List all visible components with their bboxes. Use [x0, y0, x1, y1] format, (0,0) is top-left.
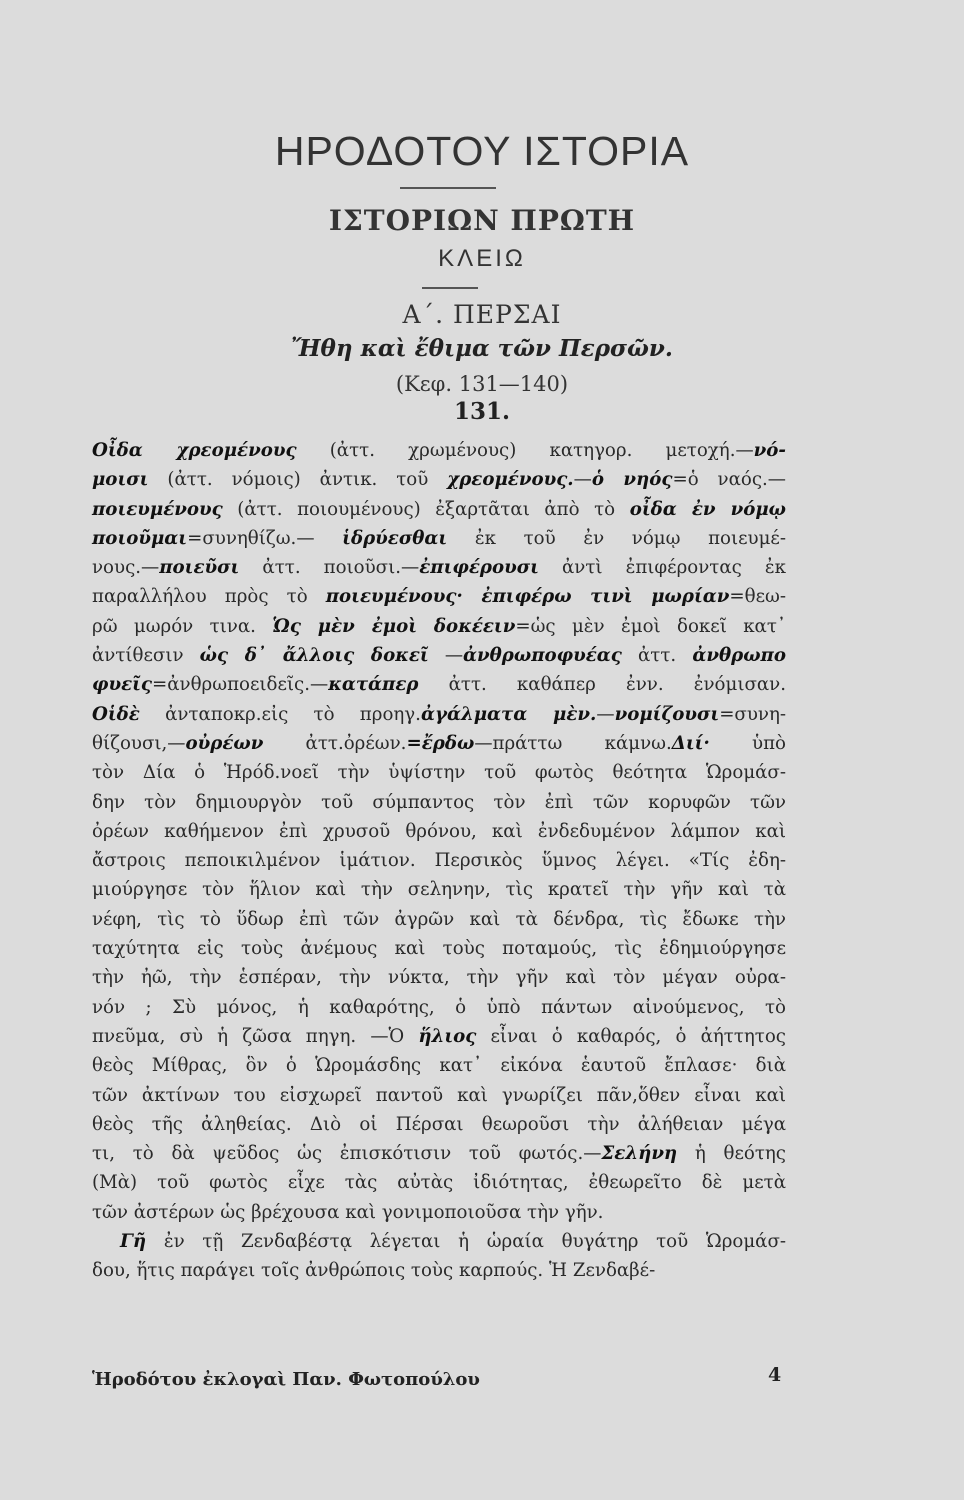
gloss: θίζουσι,—	[92, 732, 186, 754]
gloss: νόν ; Σὺ μόνος, ἡ καθαρότης, ὁ ὑπὸ πάντων αἰνούμενος, τὸ	[92, 996, 786, 1018]
lemma: ποιοῦμαι	[92, 527, 188, 549]
muse-title: ΚΛΕΙΩ	[438, 245, 526, 272]
gloss: νέφη, τὶς τὸ ὕδωρ ἐπὶ τῶν ἀγρῶν καὶ τὰ δένδρα, τὶς ἔδωκε τὴν	[92, 908, 786, 930]
text-line	[92, 1168, 786, 1197]
signature-mark: 4	[768, 1364, 782, 1386]
lemma: χρεομένους.	[447, 469, 574, 491]
lemma: ὁ νηός	[591, 469, 673, 491]
gloss: ἀττ. ποιοῦσι.—	[239, 557, 420, 579]
lemma: ποιεῦσι	[159, 557, 240, 579]
text-line	[92, 1256, 786, 1285]
text-line	[92, 670, 786, 699]
gloss: (Μὰ) τοῦ φωτὸς εἶχε τὰς αὐτὰς ἰδιότητας, ἐθεωρεῖτο δὲ μετὰ	[92, 1172, 786, 1194]
text-line	[92, 612, 786, 641]
gloss: =ὁ ναός.—	[672, 469, 786, 491]
lemma: ἀνθρωποφυέας	[463, 645, 622, 667]
text-line	[92, 758, 786, 787]
lemma: κατάπερ	[328, 674, 419, 696]
text-line	[92, 817, 786, 846]
gloss: ὀρέων καθήμενον ἐπὶ χρυσοῦ θρόνου, καὶ ἐνδεδυμένον λάμπον καὶ	[92, 820, 786, 842]
section-title: Α΄. ΠΕΡΣΑΙ	[402, 300, 562, 329]
text-line	[92, 1139, 786, 1168]
lemma: φυεῖς	[92, 674, 153, 696]
gloss: τι, τὸ δὰ ψεῦδος ὡς ἐπισκότισιν τοῦ φωτός.—	[92, 1143, 602, 1165]
gloss: (ἀττ. νόμοις) ἀντικ. τοῦ	[148, 469, 448, 491]
lemma: ποιευμένους· ἐπιφέρω τινὶ μωρίαν	[325, 586, 730, 608]
section-rule	[422, 287, 478, 289]
gloss: ἀνταποκρ.εἰς τὸ προηγ.	[139, 703, 421, 725]
gloss: εἶναι ὁ καθαρός, ὁ ἀήττητος	[476, 1025, 786, 1047]
lemma: ἀνθρωπο	[692, 645, 786, 667]
text-line	[92, 729, 786, 758]
text-line	[92, 993, 786, 1022]
chapter-range: (Κεφ. 131—140)	[395, 372, 569, 396]
gloss: ἐκ τοῦ ἐν νόμῳ ποιευμέ-	[447, 527, 786, 549]
gloss: ἀττ.ὀρέων.	[263, 732, 407, 754]
lemma: νό-	[753, 440, 786, 461]
gloss: ἐν τῇ Ζενδαβέστᾳ λέγεται ἡ ὡραία θυγάτηρ τοῦ Ὡρομάσ-	[146, 1231, 786, 1253]
gloss: (ἀττ. χρωμένους) κατηγορ. μετοχή.—	[296, 440, 754, 461]
gloss: παραλλήλου πρὸς τὸ	[92, 586, 326, 608]
lemma: ἀγάλματα μὲν.	[420, 703, 597, 725]
text-line	[92, 553, 786, 582]
lemma: Ὡς μὲν ἐμοὶ δοκέειν	[272, 615, 516, 637]
lemma: Οἱδὲ	[92, 703, 140, 725]
gloss: ἀττ. καθάπερ ἐνν. ἐνόμισαν.	[418, 674, 786, 696]
text-line	[92, 1198, 786, 1227]
gloss: ἀντίθεσιν	[92, 645, 200, 667]
text-line	[92, 582, 786, 611]
lemma: ποιευμένους	[92, 498, 223, 520]
text-line	[92, 1022, 786, 1051]
footer-book-title: Ἡροδότου ἐκλογαὶ Παν. Φωτοπούλου	[92, 1369, 480, 1390]
gloss: —πράττω κάμνω.	[474, 732, 672, 754]
lemma: ἥλιος	[418, 1025, 477, 1047]
lemma: οὐρέων	[185, 732, 264, 754]
gloss: τῶν ἀκτίνων του εἰσχωρεῖ παντοῦ καὶ γνωρίζει πᾶν,ὅθεν εἶναι καὶ	[92, 1084, 786, 1106]
gloss: =θεω-	[729, 586, 786, 608]
gloss: —	[573, 469, 592, 491]
lemma: Σελήνη	[601, 1143, 678, 1165]
gloss: =ἀνθρωποειδεῖς.—	[152, 674, 329, 696]
lemma: Οἶδα χρεομένους	[92, 440, 297, 461]
gloss: ἄστροις πεποικιλμένον ἱμάτιον. Περσικὸς ὕμνος λέγει. «Τίς ἐδη-	[92, 850, 786, 872]
text-line	[92, 700, 786, 729]
text-line	[92, 846, 786, 875]
gloss: —	[596, 703, 615, 725]
gloss: ταχύτητα εἰς τοὺς ἀνέμους καὶ τοὺς ποταμούς, τὶς ἐδημιούργησε	[92, 938, 786, 960]
text-line	[92, 1051, 786, 1080]
text-line	[92, 436, 786, 465]
gloss: τῶν ἀστέρων ὡς βρέχουσα καὶ γονιμοποιοῦσα τὴν γῆν.	[92, 1201, 604, 1223]
lemma: ἱδρύεσθαι	[342, 527, 448, 549]
gloss: ἡ θεότης	[677, 1143, 786, 1165]
gloss: θεὸς Μίθρας, ὃν ὁ Ὡρομάσδης κατ᾽ εἰκόνα ἑαυτοῦ ἔπλασε· διὰ	[92, 1055, 786, 1077]
lemma: μοισι	[92, 469, 149, 491]
text-line	[92, 1081, 786, 1110]
gloss: τὸν Δία ὁ Ἡρόδ.νοεῖ τὴν ὑψίστην τοῦ φωτὸς θεότητα Ὡρομάσ-	[92, 762, 786, 784]
gloss: ἀττ.	[621, 645, 693, 667]
gloss: ἀντὶ ἐπιφέροντας ἐκ	[538, 557, 786, 579]
text-line	[92, 1227, 786, 1256]
gloss: μιούργησε τὸν ἥλιον καὶ τὴν σεληνην, τὶς κρατεῖ τὴν γῆν καὶ τὰ	[92, 879, 786, 901]
text-line	[92, 788, 786, 817]
gloss: =συνη-	[719, 703, 786, 725]
text-line	[92, 495, 786, 524]
text-line	[92, 641, 786, 670]
running-title: ΗΡΟΔΟΤΟΥ ΙΣΤΟΡΙΑ	[274, 128, 690, 174]
title-rule	[400, 187, 496, 189]
gloss: νους.—	[92, 557, 160, 579]
text-line	[92, 1110, 786, 1139]
text-line	[92, 524, 786, 553]
lemma: =ἔρδω	[406, 732, 475, 754]
lemma: νομίζουσι	[614, 703, 720, 725]
gloss: (ἀττ. ποιουμένους) ἐξαρτᾶται ἀπὸ τὸ	[222, 498, 630, 520]
gloss: —	[428, 645, 464, 667]
lemma: ὡς δ᾽ ἄλλοις δοκεῖ	[199, 645, 429, 667]
gloss: θεὸς τῆς ἀληθείας. Διὸ οἱ Πέρσαι θεωροῦσι τὴν ἀλήθειαν μέγα	[92, 1113, 786, 1135]
text-line	[92, 934, 786, 963]
gloss: ρῶ μωρόν τινα.	[92, 615, 273, 637]
gloss: ὑπὸ	[709, 732, 786, 754]
lemma: Γῆ	[120, 1231, 147, 1253]
text-line	[92, 465, 786, 494]
chapter-number: 131.	[453, 398, 511, 425]
gloss: πνεῦμα, σὺ ἡ ζῶσα πηγη. —Ὁ	[92, 1025, 419, 1047]
section-subtitle: Ἤθη καὶ ἔθιμα τῶν Περσῶν.	[291, 335, 673, 362]
commentary-text	[92, 436, 786, 1286]
history-title: ΙΣΤΟΡΙΩΝ ΠΡΩΤΗ	[328, 204, 636, 237]
text-line	[92, 875, 786, 904]
gloss: δου, ἥτις παράγει τοῖς ἀνθρώποις τοὺς καρπούς. Ἡ Ζενδαβέ-	[92, 1260, 656, 1282]
text-line	[92, 963, 786, 992]
lemma: ἐπιφέρουσι	[419, 557, 539, 579]
gloss: =ὡς μὲν ἐμοὶ δοκεῖ κατ᾽	[515, 615, 786, 637]
lemma: οἶδα ἐν νόμῳ	[629, 498, 786, 520]
lemma: Διί·	[671, 732, 710, 754]
text-line	[92, 905, 786, 934]
gloss: τὴν ἠῶ, τὴν ἑσπέραν, τὴν νύκτα, τὴν γῆν καὶ τὸν μέγαν οὐρα-	[92, 967, 786, 989]
gloss: =συνηθίζω.—	[187, 527, 343, 549]
gloss: δην τὸν δημιουργὸν τοῦ σύμπαντος τὸν ἐπὶ τῶν κορυφῶν τῶν	[92, 791, 786, 813]
